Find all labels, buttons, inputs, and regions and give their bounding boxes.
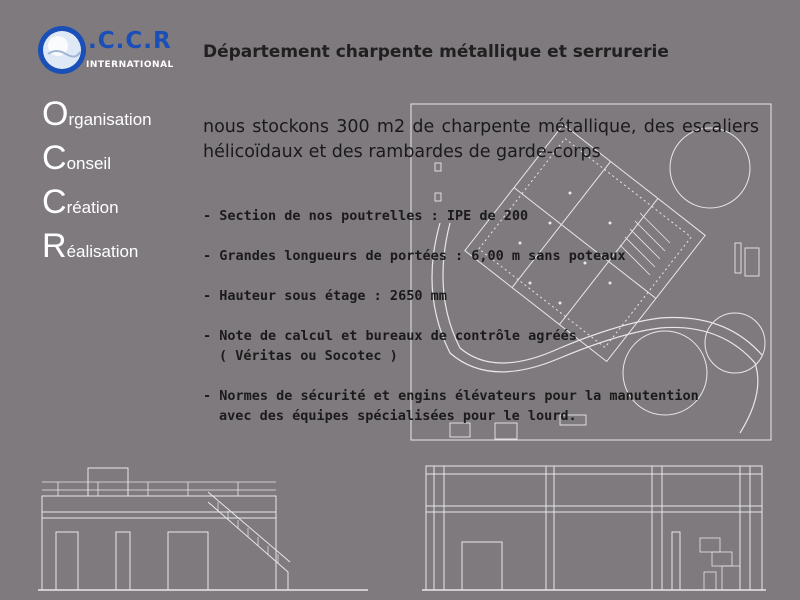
list-item (203, 246, 626, 266)
list-item-text: - Grandes longueurs de portées : 6,00 m sans poteaux (203, 248, 626, 264)
intro-paragraph: nous stockons 300 m2 de charpente métallique, des escaliers hélicoïdaux et des rambardes de garde-corps (203, 117, 759, 162)
acronym-line (42, 94, 152, 138)
acronym-line (42, 226, 152, 270)
company-logo (36, 24, 176, 76)
acronym-word: éalisation (66, 242, 139, 261)
acronym-letter: O (42, 95, 69, 133)
acronym-word: onseil (66, 154, 111, 173)
elevation-drawing-left (38, 462, 368, 596)
logo-brand-text: .C.C.R (88, 28, 172, 54)
acronym-word: réation (66, 198, 119, 217)
acronym-letter: C (42, 139, 67, 177)
page-title: Département charpente métallique et serrurerie (203, 42, 669, 62)
list-item (203, 326, 577, 366)
acronym-line (42, 182, 152, 226)
list-item (203, 286, 447, 306)
globe-icon (36, 24, 88, 76)
list-item-text: - Normes de sécurité et engins élévateurs pour la manutention (203, 388, 699, 404)
acronym-line (42, 138, 152, 182)
acronym-list (42, 94, 152, 270)
list-item-text: - Section de nos poutrelles : IPE de 200 (203, 208, 529, 224)
list-item-text-continued: ( Véritas ou Socotec ) (219, 348, 398, 364)
list-item-text: - Hauteur sous étage : 2650 mm (203, 288, 447, 304)
acronym-letter: C (42, 183, 67, 221)
list-item (203, 206, 528, 226)
elevation-drawing-right (422, 462, 766, 596)
list-item (203, 386, 699, 426)
list-item-text: - Note de calcul et bureaux de contrôle agréés (203, 328, 577, 344)
list-item-text-continued: avec des équipes spécialisées pour le lourd. (219, 408, 577, 424)
logo-subtitle: INTERNATIONAL (86, 60, 174, 70)
acronym-letter: R (42, 227, 67, 265)
acronym-word: rganisation (68, 110, 152, 129)
